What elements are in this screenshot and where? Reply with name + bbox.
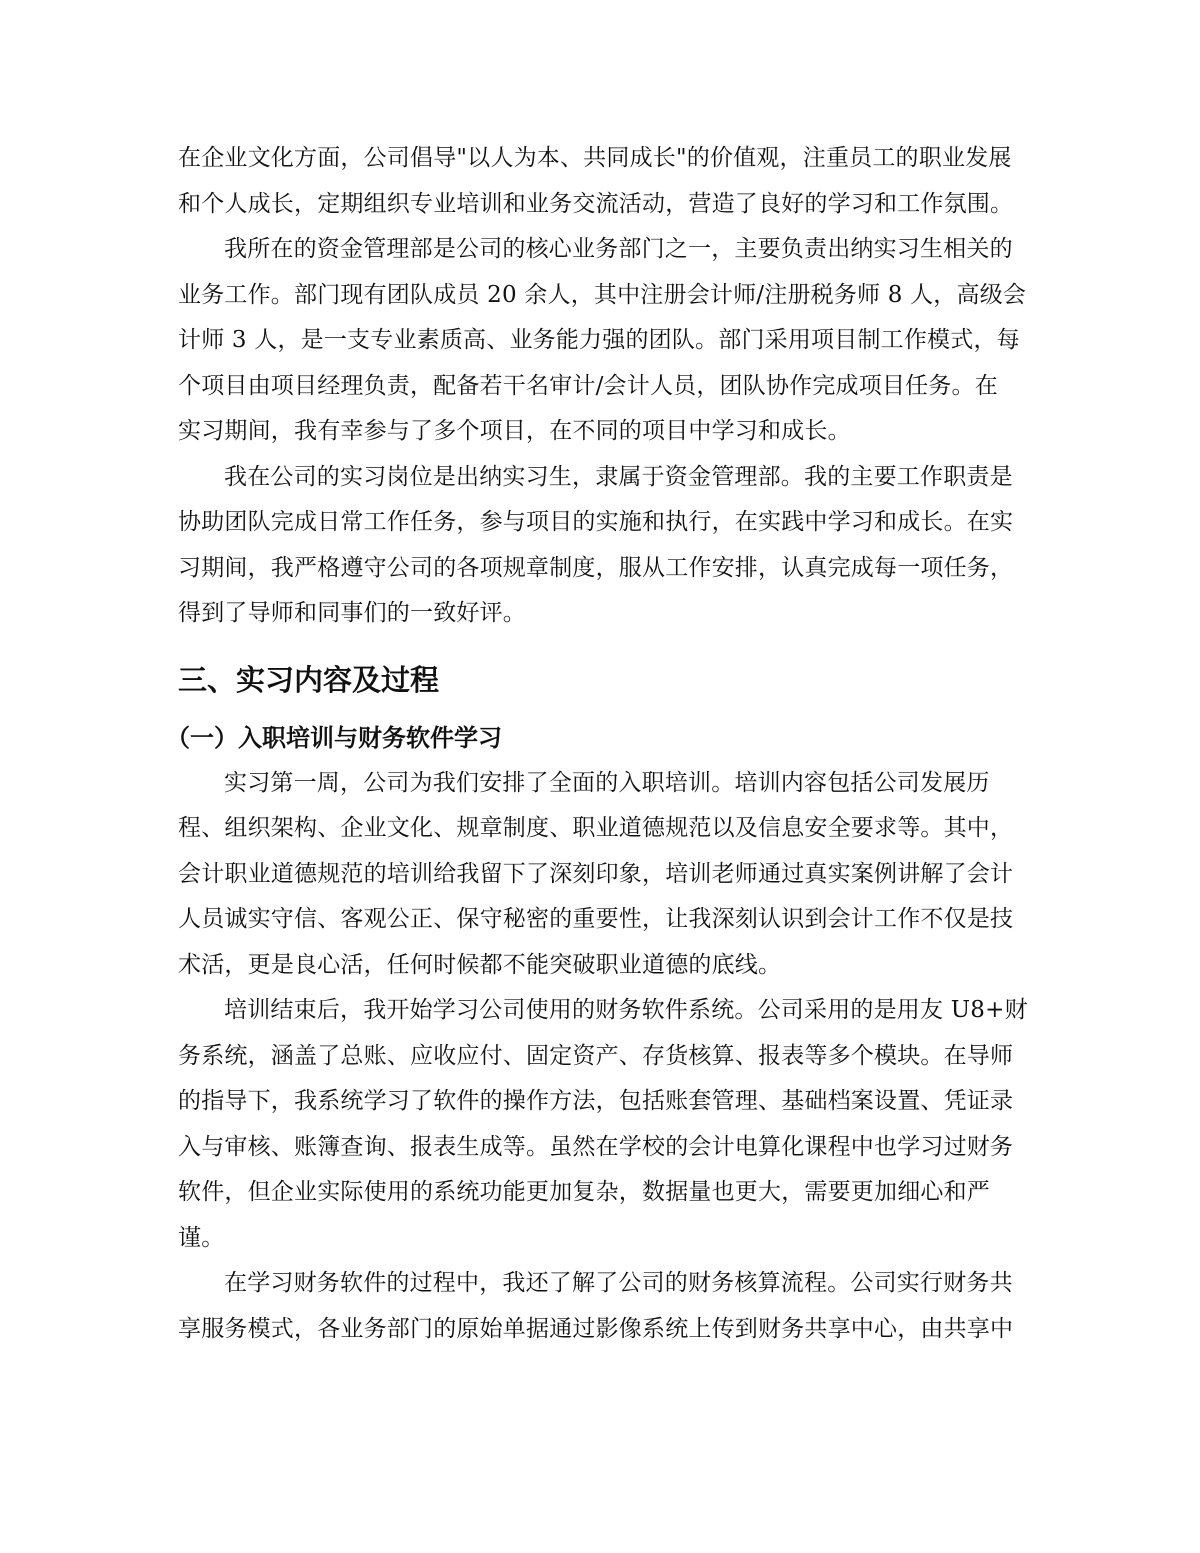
text-line: 谨。 [178, 1224, 225, 1251]
text-line: 我所在的资金管理部是公司的核心业务部门之一，主要负责出纳实习生相关的 [224, 236, 1013, 262]
text-line: 在企业文化方面，公司倡导"以人为本、共同成长"的价值观，注重员工的职业发展 [178, 145, 1012, 171]
paragraph-accounting-process [178, 1261, 1024, 1352]
subsection-heading: （一）入职培训与财务软件学习 [166, 723, 502, 752]
text-line: 会计职业道德规范的培训给我留下了深刻印象，培训老师通过真实案例讲解了会计 [178, 860, 1014, 887]
paragraph-software-learning [178, 988, 1028, 1261]
text-line: 术活，更是良心活，任何时候都不能突破职业道德的底线。 [178, 951, 782, 978]
text-line: 培训结束后，我开始学习公司使用的财务软件系统。公司采用的是用友 U8+财 [224, 997, 1028, 1023]
text-line: 习期间，我严格遵守公司的各项规章制度，服从工作安排，认真完成每一项任务， [178, 554, 1014, 581]
text-line: 享服务模式，各业务部门的原始单据通过影像系统上传到财务共享中心，由共享中 [178, 1315, 1014, 1342]
paragraph-onboarding-training [178, 761, 1024, 989]
document-page [166, 136, 1028, 1352]
text-line: 务系统，涵盖了总账、应收应付、固定资产、存货核算、报表等多个模块。在导师 [178, 1042, 1014, 1069]
text-line: 我在公司的实习岗位是出纳实习生，隶属于资金管理部。我的主要工作职责是 [224, 463, 1013, 490]
paragraph-department [178, 227, 1027, 455]
text-line: 的指导下，我系统学习了软件的操作方法，包括账套管理、基础档案设置、凭证录 [178, 1088, 1014, 1114]
text-line: 实习期间，我有幸参与了多个项目，在不同的项目中学习和成长。 [178, 418, 851, 444]
text-line: 实习第一周，公司为我们安排了全面的入职培训。培训内容包括公司发展历 [224, 769, 990, 796]
text-line: 协助团队完成日常工作任务，参与项目的实施和执行，在实践中学习和成长。在实 [178, 509, 1014, 535]
text-line: 入与审核、账簿查询、报表生成等。虽然在学校的会计电算化课程中也学习过财务 [178, 1133, 1014, 1160]
text-line: 软件，但企业实际使用的系统功能更加复杂，数据量也更大，需要更加细心和严 [178, 1179, 990, 1205]
text-line: 个项目由项目经理负责，配备若干名审计/会计人员，团队协作完成项目任务。在 [178, 372, 998, 399]
section-heading: 三、实习内容及过程 [178, 662, 440, 697]
paragraph-position [178, 455, 1024, 637]
text-line: 得到了导师和同事们的一致好评。 [178, 600, 526, 626]
text-line: 和个人成长，定期组织专业培训和业务交流活动，营造了良好的学习和工作氛围。 [178, 190, 1014, 217]
text-line: 人员诚实守信、客观公正、保守秘密的重要性，让我深刻认识到会计工作不仅是技 [178, 906, 1014, 932]
text-line: 程、组织架构、企业文化、规章制度、职业道德规范以及信息安全要求等。其中， [178, 815, 1014, 841]
text-line: 在学习财务软件的过程中，我还了解了公司的财务核算流程。公司实行财务共 [224, 1270, 1013, 1296]
paragraph-corporate-culture [178, 136, 1024, 227]
text-line: 计师 3 人，是一支专业素质高、业务能力强的团队。部门采用项目制工作模式，每 [178, 327, 1020, 353]
text-line: 业务工作。部门现有团队成员 20 余人，其中注册会计师/注册税务师 8 人，高级会 [178, 281, 1027, 308]
